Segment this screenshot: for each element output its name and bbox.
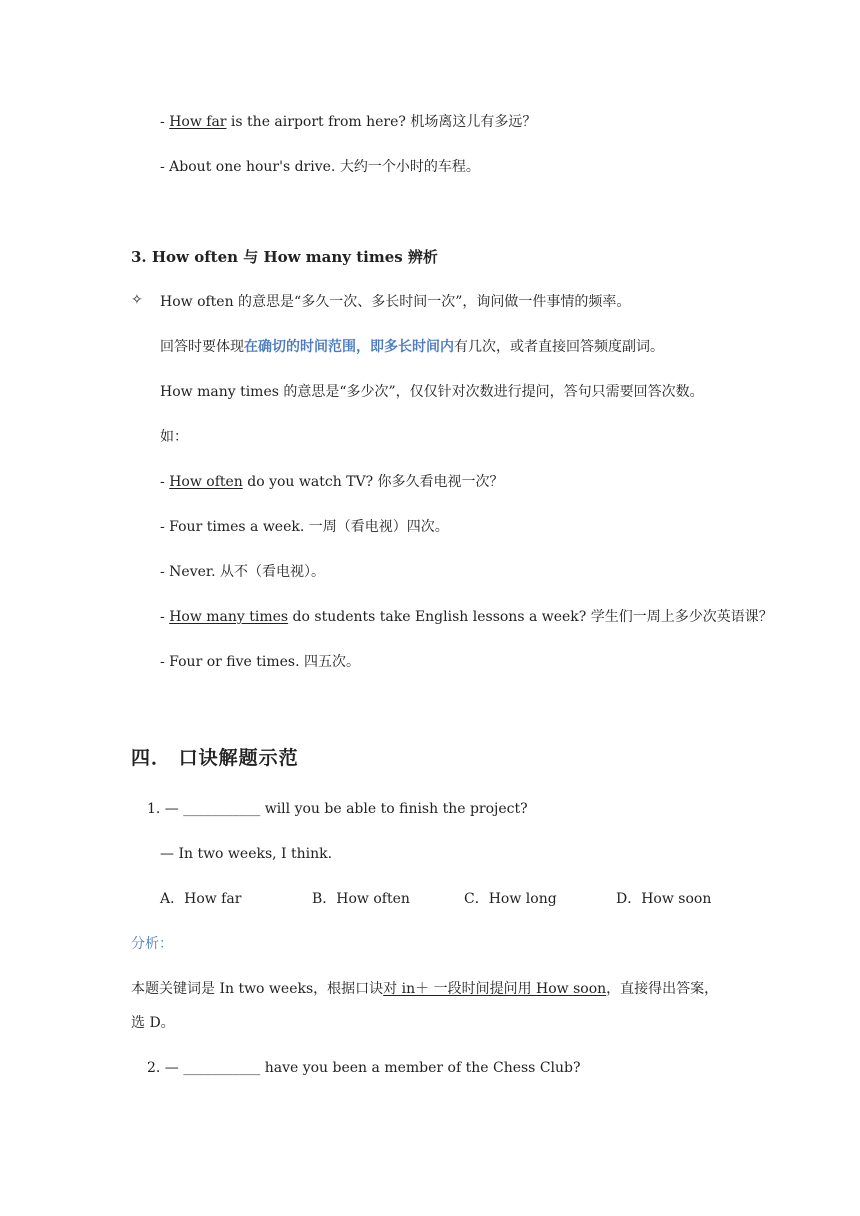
paragraph-example-label: 如： bbox=[160, 429, 188, 445]
example-how-often: - How often do you watch TV? 你多久看电视一次？ bbox=[160, 474, 504, 490]
example-never: - Never. 从不（看电视）。 bbox=[160, 564, 325, 580]
underlined-rule: 对 in＋ 一段时间提问用 How soon bbox=[383, 981, 607, 997]
section-3-heading: 3. How often 与 How many times 辨析 bbox=[131, 248, 438, 266]
section-4-heading: 四． 口诀解题示范 bbox=[131, 747, 299, 769]
option-c: C．How long bbox=[464, 891, 557, 907]
highlight-phrase: 在确切的时间范围，即多长时间内 bbox=[244, 339, 454, 355]
question-1: 1. — ___________ will you be able to finish the project? bbox=[147, 801, 528, 817]
example-how-far: - How far is the airport from here? 机场离这儿有多远？ bbox=[160, 114, 537, 130]
question-2: 2. — ___________ have you been a member of the Chess Club? bbox=[147, 1060, 581, 1076]
underlined-phrase: How often bbox=[169, 474, 243, 490]
paragraph-how-often: How often 的意思是“多久一次、多长时间一次”，询问做一件事情的频率。 bbox=[160, 294, 631, 310]
question-1-answer: — In two weeks, I think. bbox=[160, 846, 333, 862]
paragraph-answer-rule: 回答时要体现在确切的时间范围，即多长时间内有几次，或者直接回答频度副词。 bbox=[160, 339, 664, 355]
example-four-times: - Four times a week. 一周（看电视）四次。 bbox=[160, 519, 449, 535]
diamond-bullet-icon: ✧ bbox=[131, 292, 143, 308]
analysis-text: 本题关键词是 In two weeks，根据口诀对 in＋ 一段时间提问用 How soon，直接得出答案， bbox=[131, 981, 719, 997]
analysis-label: 分析： bbox=[131, 936, 173, 952]
example-how-many-times: - How many times do students take English lessons a week? 学生们一周上多少次英语课？ bbox=[160, 609, 773, 625]
option-d: D．How soon bbox=[616, 891, 712, 907]
analysis-conclusion: 选 D。 bbox=[131, 1015, 175, 1031]
underlined-phrase: How many times bbox=[169, 609, 289, 625]
option-a: A．How far bbox=[160, 891, 242, 907]
underlined-phrase: How far bbox=[169, 114, 227, 130]
example-answer-drive: - About one hour's drive. 大约一个小时的车程。 bbox=[160, 159, 480, 175]
paragraph-how-many-times: How many times 的意思是“多少次”，仅仅针对次数进行提问，答句只需要回答次数。 bbox=[160, 384, 704, 400]
option-b: B．How often bbox=[312, 891, 410, 907]
example-four-or-five: - Four or five times. 四五次。 bbox=[160, 654, 361, 670]
